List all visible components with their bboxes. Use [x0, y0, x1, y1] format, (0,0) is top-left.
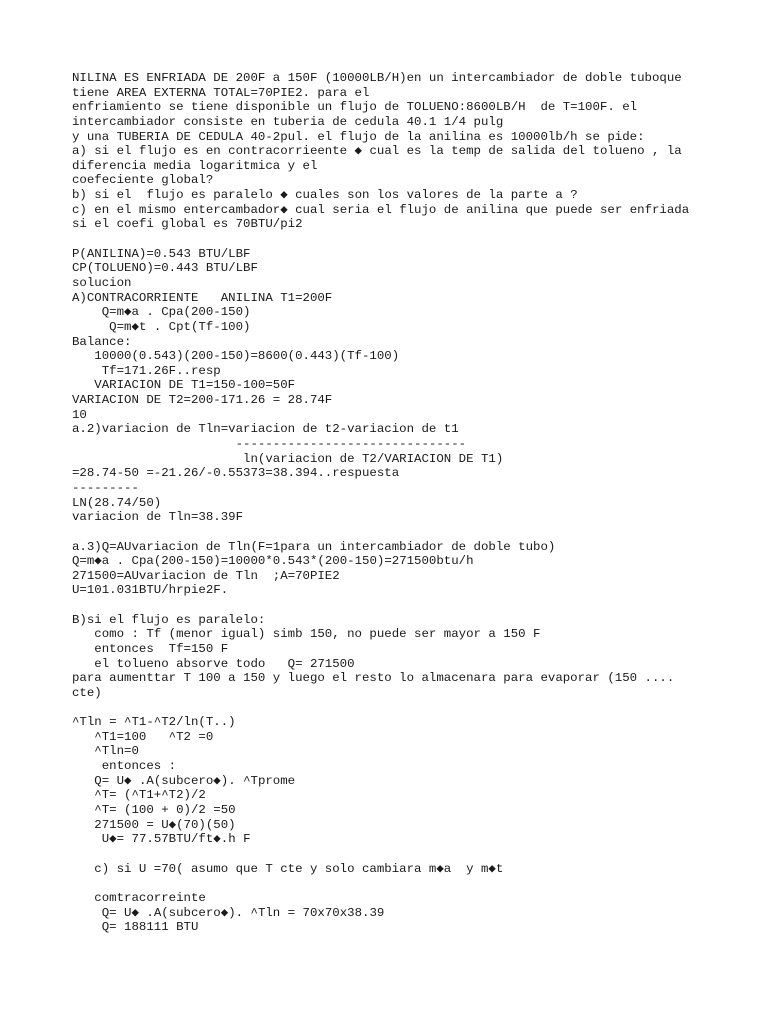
- document-line: entonces Tf=150 F: [72, 641, 229, 656]
- document-line: 271500=AUvariacion de Tln ;A=70PIE2: [72, 568, 340, 583]
- document-line: [72, 525, 762, 540]
- document-line: ^Tln=0: [72, 744, 139, 759]
- document-line: como : Tf (menor igual) simb 150, no puede ser mayor a 150 F: [72, 627, 541, 642]
- document-line: tiene AREA EXTERNA TOTAL=70PIE2. para el: [72, 85, 370, 100]
- document-line: [72, 232, 762, 247]
- document-line: c) en el mismo entercambador◆ cual seria el flujo de anilina que puede ser enfriada: [72, 202, 690, 217]
- document-line: comtracorreinte: [72, 890, 206, 905]
- document-line: Q= 188111 BTU: [72, 920, 199, 935]
- document-line: a.2)variacion de Tln=variacion de t2-variacion de t1: [72, 422, 459, 437]
- document-line: Q= U◆ .A(subcero◆). ^Tln = 70x70x38.39: [72, 905, 385, 920]
- document-line: Tf=171.26F..resp: [72, 363, 221, 378]
- document-line: ^T= (100 + 0)/2 =50: [72, 803, 236, 818]
- document-line: =28.74-50 =-21.26/-0.55373=38.394..respuesta: [72, 466, 400, 481]
- document-line: variacion de Tln=38.39F: [72, 510, 244, 525]
- document-line: Q= U◆ .A(subcero◆). ^Tprome: [72, 773, 296, 788]
- document-line: LN(28.74/50): [72, 495, 162, 510]
- document-line: intercambiador consiste en tuberia de cedula 40.1 1/4 pulg: [72, 114, 504, 129]
- document-line: enfriamiento se tiene disponible un flujo de TOLUENO:8600LB/H de T=100F. el: [72, 100, 638, 115]
- document-line: y una TUBERIA DE CEDULA 40-2pul. el flujo de la anilina es 10000lb/h se pide:: [72, 129, 645, 144]
- document-line: [72, 598, 762, 613]
- document-line: Q=m◆t . Cpt(Tf-100): [72, 319, 251, 334]
- document-line: a) si el flujo es en contracorrieente ◆ cual es la temp de salida del tolueno , la: [72, 144, 682, 159]
- document-line: para aumenttar T 100 a 150 y luego el resto lo almacenara para evaporar (150 ....: [72, 671, 675, 686]
- document-line: solucion: [72, 275, 132, 290]
- document-line: VARIACION DE T1=150-100=50F: [72, 378, 296, 393]
- document-line: -------------------------------: [72, 437, 467, 452]
- document-line: el tolueno absorve todo Q= 271500: [72, 656, 355, 671]
- document-line: NILINA ES ENFRIADA DE 200F a 150F (10000LB/H)en un intercambiador de doble tuboque: [72, 71, 682, 85]
- document-line: c) si U =70( asumo que T cte y solo cambiara m◆a y m◆t: [72, 861, 504, 876]
- document-line: Q=m◆a . Cpa(200-150)=10000*0.543*(200-150)=271500btu/h: [72, 554, 474, 569]
- document-line: b) si el flujo es paralelo ◆ cuales son los valores de la parte a ?: [72, 188, 578, 203]
- document-line: 271500 = U◆(70)(50): [72, 817, 236, 832]
- document-line: A)CONTRACORRIENTE ANILINA T1=200F: [72, 290, 333, 305]
- document-line: diferencia media logaritmica y el: [72, 158, 318, 173]
- document-page: [72, 71, 762, 935]
- document-line: P(ANILINA)=0.543 BTU/LBF: [72, 246, 251, 261]
- document-line: ^T= (^T1+^T2)/2: [72, 788, 206, 803]
- document-line: B)si el flujo es paralelo:: [72, 612, 266, 627]
- document-line: CP(TOLUENO)=0.443 BTU/LBF: [72, 261, 258, 276]
- document-line: [72, 847, 762, 862]
- document-line: ^T1=100 ^T2 =0: [72, 729, 214, 744]
- document-line: si el coefi global es 70BTU/pi2: [72, 217, 303, 232]
- document-line: 10000(0.543)(200-150)=8600(0.443)(Tf-100): [72, 349, 400, 364]
- document-line: Q=m◆a . Cpa(200-150): [72, 305, 251, 320]
- document-line: entonces :: [72, 759, 177, 774]
- document-line: VARIACION DE T2=200-171.26 = 28.74F: [72, 393, 333, 408]
- document-line: U=101.031BTU/hrpie2F.: [72, 583, 229, 598]
- document-line: [72, 701, 762, 716]
- document-line: ^Tln = ^T1-^T2/ln(T..): [72, 715, 236, 730]
- document-line: cte): [72, 685, 102, 700]
- document-line: U◆= 77.57BTU/ft◆.h F: [72, 832, 251, 847]
- document-line: ln(variacion de T2/VARIACION DE T1): [72, 451, 504, 466]
- document-line: Balance:: [72, 334, 132, 349]
- document-line: ---------: [72, 480, 139, 495]
- document-line: 10: [72, 407, 87, 422]
- document-line: a.3)Q=AUvariacion de Tln(F=1para un intercambiador de doble tubo): [72, 539, 556, 554]
- document-line: coefeciente global?: [72, 173, 214, 188]
- document-line: [72, 876, 762, 891]
